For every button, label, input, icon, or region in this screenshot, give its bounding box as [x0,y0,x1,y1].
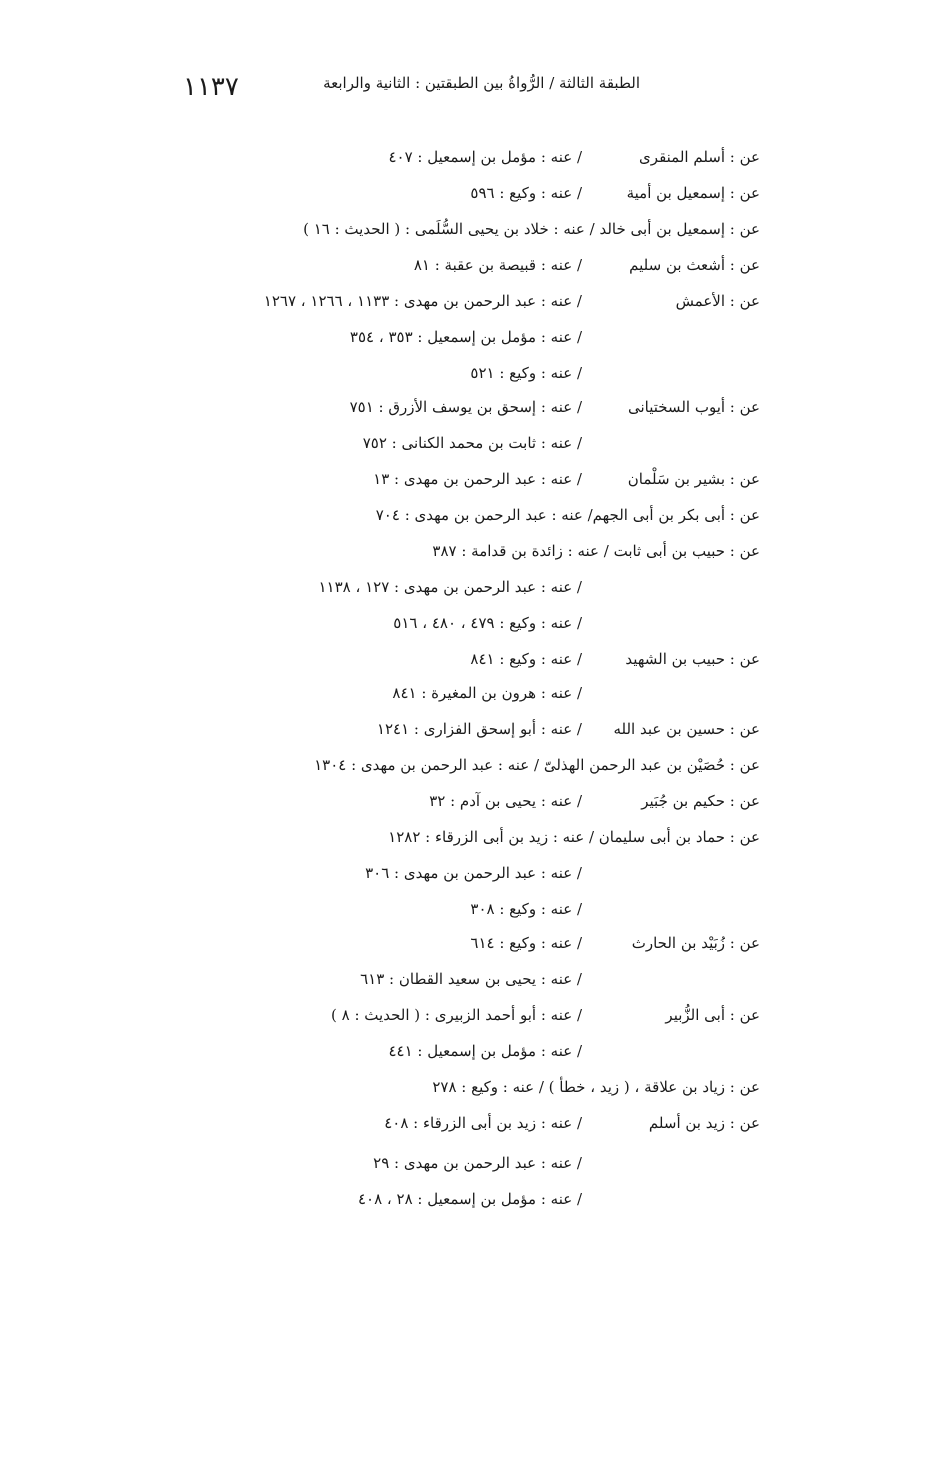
index-entry [150,720,760,750]
entry-text: عن : زياد بن علاقة ، ( زيد ، خطأ ) / عنه : وكيع : ٢٧٨ [432,1078,760,1096]
transmitter-reference: / عنه : وكيع : ٣٠٨ [470,900,582,918]
transmitter-reference: / عنه : أبو أحمد الزبيرى : ( الحديث : ٨ ) [331,1006,582,1024]
narrator-name: عن : الأعمش [675,292,760,310]
index-entry [150,328,760,358]
narrator-name: عن : أسلم المنقرى [639,148,760,166]
index-entry [150,220,760,250]
index-entry [150,470,760,500]
transmitter-reference: / عنه : عبد الرحمن بن مهدى : ٣٠٦ [365,864,582,882]
transmitter-reference: / عنه : هرون بن المغيرة : ٨٤١ [392,684,582,702]
index-entry [150,1114,760,1144]
transmitter-reference: / عنه : وكيع : ٤٧٩ ، ٤٨٠ ، ٥١٦ [393,614,582,632]
transmitter-reference: / عنه : مؤمل بن إسمعيل : ٤٠٧ [388,148,582,166]
index-entry [150,614,760,644]
transmitter-reference: / عنه : قبيصة بن عقبة : ٨١ [413,256,582,274]
transmitter-reference: / عنه : عبد الرحمن بن مهدى : ٢٩ [373,1154,582,1172]
index-entry [150,792,760,822]
transmitter-reference: / عنه : يحيى بن آدم : ٣٢ [429,792,582,810]
index-entry [150,650,760,680]
narrator-name: عن : بشير بن سَلْمان [627,470,760,488]
narrator-name: عن : زيد بن أسلم [648,1114,760,1132]
narrator-name: عن : إسمعيل بن أمية [626,184,760,202]
narrator-name: عن : حبيب بن الشهيد [625,650,760,668]
index-entry [150,900,760,930]
transmitter-reference: / عنه : يحيى بن سعيد القطان : ٦١٣ [360,970,582,988]
transmitter-reference: / عنه : وكيع : ٥٩٦ [470,184,582,202]
index-entry [150,506,760,536]
transmitter-reference: / عنه : مؤمل بن إسمعيل : ٤٤١ [388,1042,582,1060]
transmitter-reference: / عنه : زيد بن أبى الزرقاء : ٤٠٨ [384,1114,582,1132]
index-entry [150,1006,760,1036]
transmitter-reference: / عنه : وكيع : ٨٤١ [470,650,582,668]
index-entry [150,970,760,1000]
index-entry [150,1154,760,1184]
narrator-name: عن : أيوب السختيانى [627,398,760,416]
index-entry [150,684,760,714]
entry-text: عن : حماد بن أبى سليمان / عنه : زيد بن أبى الزرقاء : ١٢٨٢ [388,828,760,846]
index-entry [150,934,760,964]
transmitter-reference: / عنه : عبد الرحمن بن مهدى : ١١٣٣ ، ١٢٦٦ ، ١٢٦٧ [263,292,582,310]
narrator-name: عن : زُبَيْد بن الحارث [631,934,760,952]
entry-text: عن : إسمعيل بن أبى خالد / عنه : خلاد بن يحيى السُّلَمى : ( الحديث : ١٦ ) [303,220,760,238]
transmitter-reference: / عنه : وكيع : ٦١٤ [470,934,582,952]
page-number: ١١٣٧ [183,72,239,102]
transmitter-reference: / عنه : عبد الرحمن بن مهدى : ١٢٧ ، ١١٣٨ [318,578,582,596]
index-entry [150,578,760,608]
narrator-name: عن : أبى الزُّبير [665,1006,760,1024]
index-entry [150,1190,760,1220]
transmitter-reference: / عنه : ثابت بن محمد الكنانى : ٧٥٢ [362,434,582,452]
transmitter-reference: / عنه : مؤمل بن إسمعيل : ٣٥٣ ، ٣٥٤ [349,328,582,346]
transmitter-reference: / عنه : وكيع : ٥٢١ [470,364,582,382]
index-entry [150,398,760,428]
entry-text: عن : حبيب بن أبى ثابت / عنه : زائدة بن قدامة : ٣٨٧ [432,542,760,560]
narrator-name: عن : حسين بن عبد الله [613,720,760,738]
index-entry [150,292,760,322]
index-entry [150,148,760,178]
index-entry [150,256,760,286]
index-entry [150,542,760,572]
header-title: الطبقة الثالثة / الرُّواةُ بين الطبقتين : الثانية والرابعة [323,74,640,92]
index-entry [150,1078,760,1108]
transmitter-reference: / عنه : مؤمل بن إسمعيل : ٢٨ ، ٤٠٨ [357,1190,582,1208]
transmitter-reference: / عنه : إسحق بن يوسف الأزرق : ٧٥١ [349,398,582,416]
index-entry [150,756,760,786]
index-entry [150,184,760,214]
transmitter-reference: / عنه : أبو إسحق الفزارى : ١٢٤١ [376,720,582,738]
index-entry [150,364,760,394]
index-entry [150,828,760,858]
entry-text: عن : حُصَيْن بن عبد الرحمن الهذلىّ / عنه : عبد الرحمن بن مهدى : ١٣٠٤ [314,756,760,774]
entry-text: عن : أبى بكر بن أبى الجهم/ عنه : عبد الرحمن بن مهدى : ٧٠٤ [375,506,760,524]
index-entry [150,1042,760,1072]
narrator-name: عن : حكيم بن جُبَير [641,792,760,810]
index-entry [150,864,760,894]
index-entry [150,434,760,464]
narrator-name: عن : أشعث بن سليم [629,256,760,274]
transmitter-reference: / عنه : عبد الرحمن بن مهدى : ١٣ [373,470,582,488]
